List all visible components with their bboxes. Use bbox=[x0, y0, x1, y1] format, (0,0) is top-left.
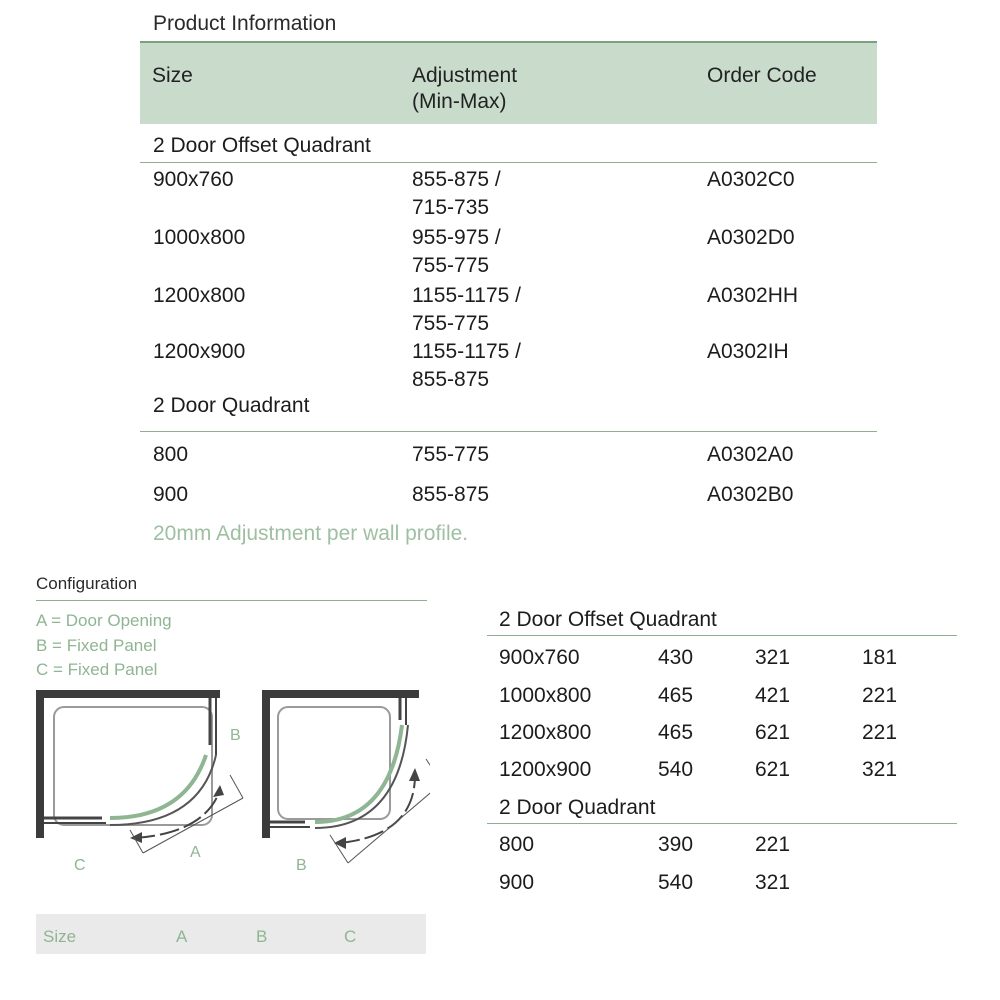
product-info-header bbox=[140, 41, 877, 124]
wall-left bbox=[36, 690, 44, 838]
row-adjustment bbox=[412, 338, 521, 394]
configuration-rule bbox=[36, 600, 427, 601]
dim-cell: 1000x800 bbox=[499, 684, 592, 707]
row-size: 1200x900 bbox=[153, 340, 246, 363]
shower-tray bbox=[54, 707, 212, 825]
quadrant-row-adjustment: 755-775 bbox=[412, 443, 490, 466]
dim-cell: 181 bbox=[862, 646, 898, 669]
dim-cell: 1200x900 bbox=[499, 758, 592, 781]
size-header-b: B bbox=[256, 927, 268, 946]
dim-cell: 540 bbox=[658, 871, 694, 894]
dim-cell: 221 bbox=[755, 833, 791, 856]
row-adjustment bbox=[412, 166, 501, 222]
dim-cell: 321 bbox=[755, 646, 791, 669]
legend-b: B = Fixed Panel bbox=[36, 636, 157, 655]
dim-cell: 390 bbox=[658, 833, 694, 856]
header-order-code: Order Code bbox=[707, 64, 817, 87]
row-adjustment-line1: 1155-1175 / bbox=[412, 284, 521, 307]
dim-offset-section-title: 2 Door Offset Quadrant bbox=[499, 608, 717, 631]
dim-cell: 321 bbox=[755, 871, 791, 894]
quadrant-row-size: 800 bbox=[153, 443, 189, 466]
size-header-bar bbox=[36, 914, 426, 954]
offset-section-title: 2 Door Offset Quadrant bbox=[153, 134, 371, 157]
header-adjustment-line1: Adjustment bbox=[412, 64, 518, 87]
dim-cell: 621 bbox=[755, 758, 791, 781]
dim-cell: 465 bbox=[658, 684, 694, 707]
row-order-code: A0302HH bbox=[707, 284, 799, 307]
row-size: 900x760 bbox=[153, 168, 234, 191]
row-adjustment-line1: 1155-1175 / bbox=[412, 340, 521, 363]
row-adjustment-line2: 755-775 bbox=[412, 312, 490, 335]
legend-a: A = Door Opening bbox=[36, 611, 172, 630]
product-info-title: Product Information bbox=[153, 12, 337, 35]
label-a-left: A bbox=[190, 844, 201, 861]
dim-cell: 465 bbox=[658, 721, 694, 744]
size-header-a: A bbox=[176, 927, 188, 946]
dim-cell: 321 bbox=[862, 758, 898, 781]
dim-cell: 900 bbox=[499, 871, 535, 894]
dim-cell: 221 bbox=[862, 684, 898, 707]
header-size: Size bbox=[152, 64, 193, 87]
dim-quadrant-rule bbox=[487, 823, 957, 824]
door-opening-a bbox=[110, 755, 206, 818]
dim-cell: 430 bbox=[658, 646, 694, 669]
row-order-code: A0302C0 bbox=[707, 168, 795, 191]
dim-cell: 800 bbox=[499, 833, 535, 856]
header-adjustment bbox=[412, 63, 517, 115]
door-opening-right bbox=[315, 725, 402, 822]
size-header-c: C bbox=[344, 927, 357, 946]
header-adjustment-line2: (Min-Max) bbox=[412, 90, 507, 113]
row-adjustment-line1: 855-875 / bbox=[412, 168, 501, 191]
offset-quadrant-diagram bbox=[36, 690, 243, 874]
quadrant-section-title: 2 Door Quadrant bbox=[153, 394, 310, 417]
dim-cell: 1200x800 bbox=[499, 721, 592, 744]
door-arrow-right bbox=[340, 775, 415, 843]
offset-section-rule bbox=[140, 162, 877, 163]
adjustment-note: 20mm Adjustment per wall profile. bbox=[153, 522, 469, 545]
quadrant-row-order-code: A0302A0 bbox=[707, 443, 794, 466]
wall-top bbox=[36, 690, 220, 698]
shower-tray-right bbox=[278, 707, 390, 819]
row-adjustment-line2: 855-875 bbox=[412, 368, 490, 391]
label-b-right: B bbox=[296, 857, 307, 874]
row-adjustment bbox=[412, 282, 521, 338]
configuration-title: Configuration bbox=[36, 574, 138, 593]
row-adjustment-line2: 715-735 bbox=[412, 196, 490, 219]
legend-c: C = Fixed Panel bbox=[36, 660, 158, 679]
dim-cell: 221 bbox=[862, 721, 898, 744]
dim-cell: 421 bbox=[755, 684, 791, 707]
quadrant-row-order-code: A0302B0 bbox=[707, 483, 794, 506]
dim-cell: 900x760 bbox=[499, 646, 580, 669]
label-c-left: C bbox=[74, 857, 86, 874]
quadrant-row-size: 900 bbox=[153, 483, 189, 506]
quadrant-diagram bbox=[262, 690, 430, 874]
dim-offset-rule bbox=[487, 635, 957, 636]
quadrant-section-rule bbox=[140, 431, 877, 432]
row-adjustment-line2: 755-775 bbox=[412, 254, 490, 277]
row-size: 1200x800 bbox=[153, 284, 246, 307]
quadrant-row-adjustment: 855-875 bbox=[412, 483, 490, 506]
row-adjustment bbox=[412, 224, 501, 280]
label-b-left: B bbox=[230, 727, 241, 744]
configuration-diagrams bbox=[30, 685, 430, 885]
dim-cell: 621 bbox=[755, 721, 791, 744]
row-adjustment-line1: 955-975 / bbox=[412, 226, 501, 249]
row-size: 1000x800 bbox=[153, 226, 246, 249]
wall-left-right bbox=[262, 690, 270, 838]
size-header-size: Size bbox=[43, 927, 77, 946]
row-order-code: A0302IH bbox=[707, 340, 789, 363]
wall-top-right bbox=[262, 690, 419, 698]
dim-quadrant-section-title: 2 Door Quadrant bbox=[499, 796, 656, 819]
dim-cell: 540 bbox=[658, 758, 694, 781]
row-order-code: A0302D0 bbox=[707, 226, 795, 249]
